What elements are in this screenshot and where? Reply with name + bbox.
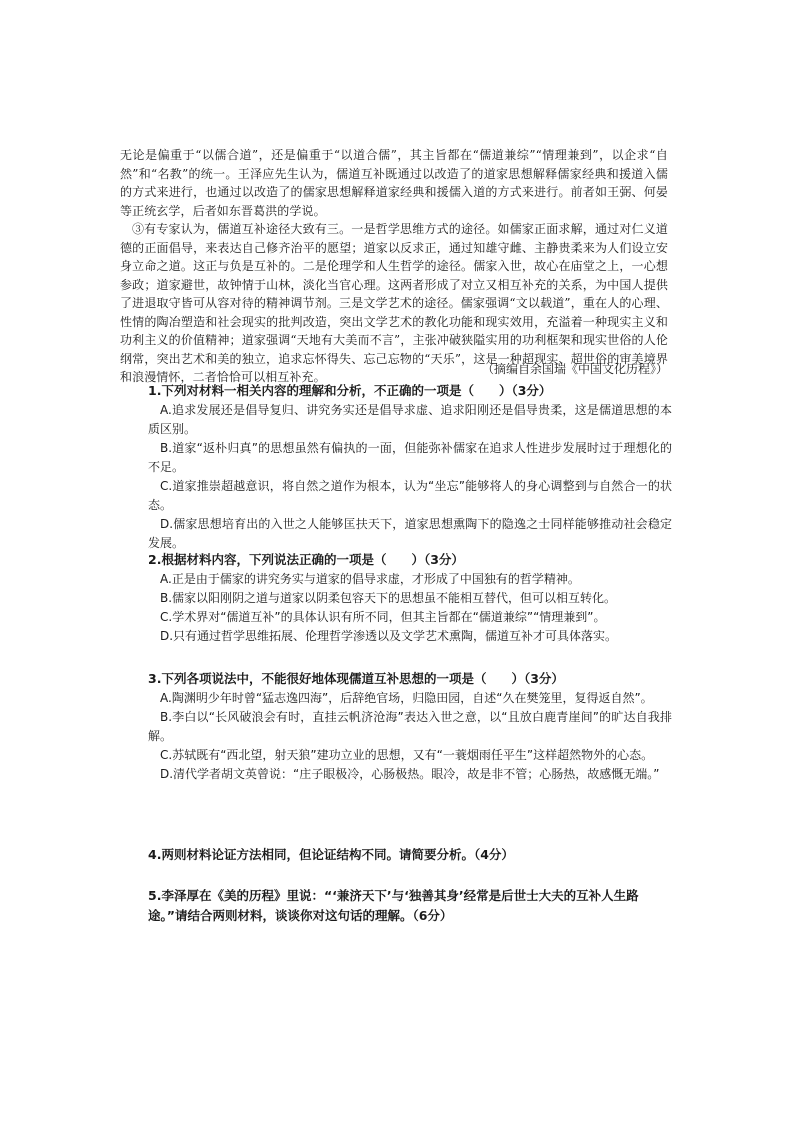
- question-3-option-a: A.陶渊明少年时曾“猛志逸四海”，后辞绝官场，归隐田园，自述“久在樊笼里，复得返自然”。: [160, 691, 653, 705]
- question-4-title: 4.两则材料论证方法相同，但论证结构不同。请简要分析。（4分）: [148, 847, 514, 862]
- question-2-option-c: C.学术界对“儒道互补”的具体认识有所不同，但其主旨都在“儒道兼综”“情理兼到”。: [160, 610, 606, 624]
- question-3-option-b: B.李白以“长风破浪会有时，直挂云帆济沧海”表达入世之意，以“且放白鹿青崖间”的旷达自我排解。: [148, 710, 672, 743]
- question-2-title: 2.根据材料内容，下列说法正确的一项是（ ）（3分）: [148, 552, 464, 567]
- question-4: [148, 845, 672, 865]
- passage-source: （摘编自余国瑞《中国文化历程》）: [481, 362, 668, 376]
- reading-passage: [120, 146, 668, 387]
- question-5-title: 5.李泽厚在《美的历程》里说：“‘兼济天下’与‘独善其身’经常是后世士大夫的互补人生路途。”请结合两则材料，谈谈你对这句话的理解。（6分）: [148, 888, 639, 923]
- question-2-option-b: B.儒家以阳刚阴之道与道家以阴柔包容天下的思想虽不能相互替代，但可以相互转化。: [160, 591, 617, 605]
- question-1-option-c: C.道家推崇超越意识，将自然之道作为根本，认为“坐忘”能够将人的身心调整到与自然合一的状态。: [148, 479, 672, 512]
- question-3: [148, 669, 672, 784]
- question-1-title: 1.下列对材料一相关内容的理解和分析，不正确的一项是（ ）（3分）: [148, 383, 552, 398]
- passage-paragraph-1: 无论是偏重于“以儒合道”，还是偏重于“以道合儒”，其主旨都在“儒道兼综”“情理兼到”，以企求“自然”和“名教”的统一。王泽应先生认为，儒道互补既通过以改造了的道家思想解释儒家经典和援道入儒的方式来进行，也通过以改造了的儒家思想解释道家经典和援儒入道的方式来进行。前者如王弼、何晏等正统玄学，后者如东晋葛洪的学说。: [120, 148, 668, 218]
- question-1-option-d: D.儒家思想培育出的入世之人能够匡扶天下，道家思想熏陶下的隐逸之士同样能够推动社会稳定发展。: [148, 517, 672, 550]
- question-5: [148, 886, 672, 926]
- question-3-option-c: C.苏轼既有“西北望，射天狼”建功立业的思想，又有“一蓑烟雨任平生”这样超然物外的心态。: [160, 748, 654, 762]
- question-2-option-a: A.正是由于儒家的讲究务实与道家的倡导求虚，才形成了中国独有的哲学精神。: [160, 572, 580, 586]
- question-1: [148, 381, 672, 553]
- passage-paragraph-3: ③有专家认为，儒道互补途径大致有三。一是哲学思维方式的途径。如儒家正面求解，通过对仁义道德的正面倡导，来表达自己修齐治平的愿望；道家以反求正，通过知雄守雌、主静贵柔来为人们设立安身立命之道。这正与负是互补的。二是伦理学和人生哲学的途径。儒家入世，故心在庙堂之上，一心想参政；道家避世，故钟情于山林，淡化当官心理。这两者形成了对立又相互补充的关系，为中国人提供了进退取守皆可从容对待的精神调节剂。三是文学艺术的途径。儒家强调“文以载道”，重在人的心理、性情的陶冶塑造和社会现实的批判改造，突出文学艺术的教化功能和现实效用，充溢着一种现实主义和功利主义的价值精神；道家强调“天地有大美而不言”，主张冲破狭隘实用的功利框架和现实世俗的人伦纲常，突出艺术和美的独立，追求忘怀得失、忘己忘物的“天乐”，这是一种超现实、超世俗的审美境界和浪漫情怀，二者恰恰可以相互补充。: [120, 222, 668, 384]
- question-2-option-d: D.只有通过哲学思维拓展、伦理哲学渗透以及文学艺术熏陶，儒道互补才可具体落实。: [160, 629, 618, 643]
- question-3-title: 3.下列各项说法中，不能很好地体现儒道互补思想的一项是（ ）（3分）: [148, 671, 564, 686]
- question-2: [148, 550, 672, 646]
- question-1-option-b: B.道家“返朴归真”的思想虽然有偏执的一面，但能弥补儒家在追求人性进步发展时过于理想化的不足。: [148, 441, 672, 474]
- question-3-option-d: D.清代学者胡文英曾说：“庄子眼极冷，心肠极热。眼冷，故是非不管；心肠热，故感慨无端。”: [160, 767, 660, 781]
- question-1-option-a: A.追求发展还是倡导复归、讲究务实还是倡导求虚、追求阳刚还是倡导贵柔，这是儒道思想的本质区别。: [148, 403, 672, 436]
